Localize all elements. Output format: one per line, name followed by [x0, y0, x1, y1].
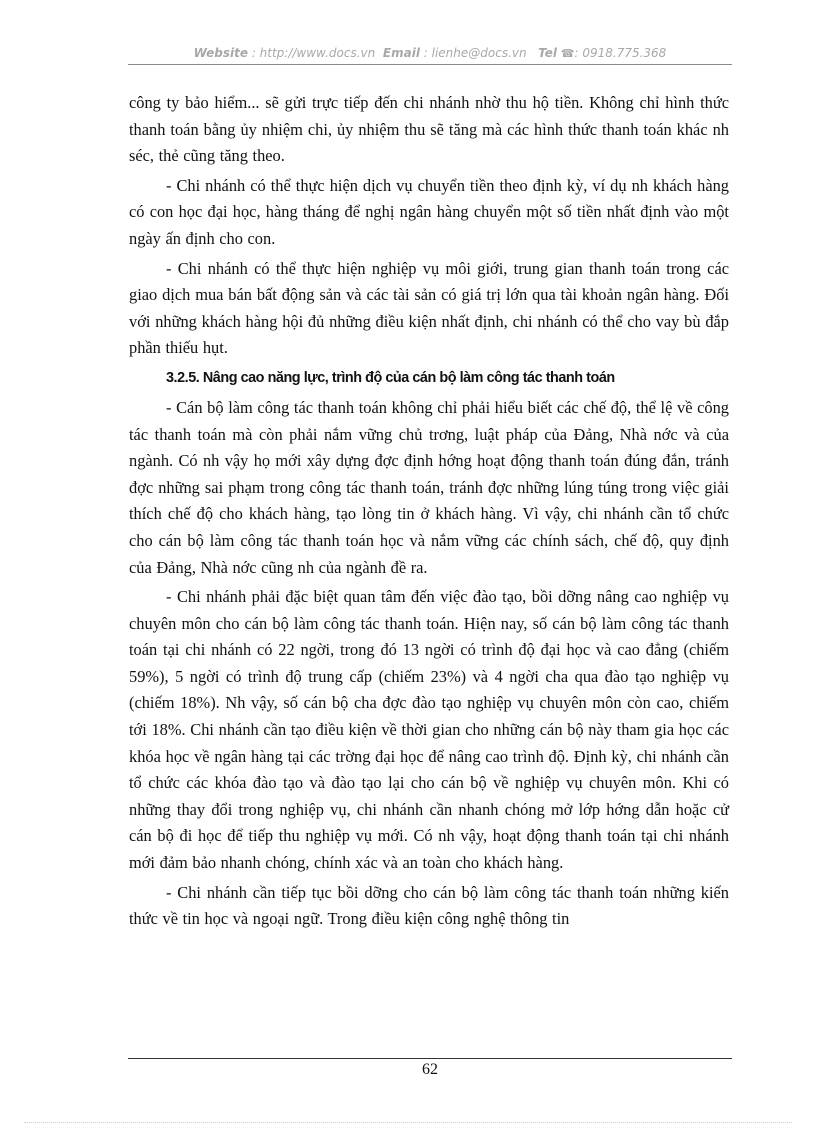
paragraph-it-language: - Chi nhánh cần tiếp tục bồi dỡng cho cán bộ làm công tác thanh toán những kiến thức về tin học và ngoại ngữ. Trong điều kiện công nghệ thông tin	[129, 882, 729, 929]
tel-value: : 0918.775.368	[574, 46, 667, 60]
paragraph-periodic-transfer: - Chi nhánh có thể thực hiện dịch vụ chuyển tiền theo định kỳ, ví dụ nh khách hàng có con học đại học, hàng tháng để nghị ngân hàng chuyển một số tiền nhất định vào một ngày ấn định cho con.	[129, 175, 729, 248]
phone-icon: ☎	[560, 47, 575, 60]
website-label: Website	[193, 46, 248, 60]
email-label: Email	[382, 46, 420, 60]
footer-rule	[128, 1058, 732, 1059]
tel-label: Tel	[538, 46, 557, 60]
email-value: : lienhe@docs.vn	[423, 46, 527, 60]
website-value: : http://www.docs.vn	[251, 46, 376, 60]
page-header	[128, 44, 732, 65]
paragraph-staff-training: - Chi nhánh phải đặc biệt quan tâm đến việc đào tạo, bồi dỡng nâng cao nghiệp vụ chuyên môn cho cán bộ làm công tác thanh toán. Hiện nay, số cán bộ làm công tác thanh toán tại chi nhánh có 22 ngời, trong đó 13 ngời có trình độ đại học và cao đẳng (chiếm 59%), 5 ngời có trình độ trung cấp (chiếm 23%) và 4 ngời cha qua đào tạo nghiệp vụ (chiếm 18%). Nh vậy, số cán bộ cha đợc đào tạo nghiệp vụ chuyên môn còn cao, chiếm tới 18%. Chi nhánh cần tạo điều kiện về thời gian cho những cán bộ này tham gia học các khóa học về ngân hàng tại các trờng đại học để nâng cao trình độ. Định kỳ, chi nhánh cần tổ chức các khóa đào tạo và đào tạo lại cho cán bộ về nghiệp vụ chuyên môn. Khi có những thay đổi trong nghiệp vụ, chi nhánh cần nhanh chóng mở lớp hớng dẫn hoặc cử cán bộ đi học để tiếp thu nghiệp vụ mới. Có nh vậy, hoạt động thanh toán tại chi nhánh mới đảm bảo nhanh chóng, chính xác và an toàn cho khách hàng.	[129, 587, 729, 873]
paragraph-staff-knowledge: - Cán bộ làm công tác thanh toán không chỉ phải hiểu biết các chế độ, thể lệ về công tác thanh toán mà còn phải nắm vững chủ trơng, luật pháp của Đảng, Nhà nớc và của ngành. Có nh vậy họ mới xây dựng đợc định hớng hoạt động thanh toán đúng đắn, tránh đợc những sai phạm trong công tác thanh toán, tránh đợc những lúng túng trong việc giải thích chế độ cho khách hàng, tạo lòng tin ở khách hàng. Vì vậy, chi nhánh cần tổ chức cho cán bộ làm công tác thanh toán học và nắm vững các chính sách, chế độ, quy định của Đảng, Nhà nớc cũng nh của ngành đề ra.	[129, 397, 729, 577]
section-heading: 3.2.5. Nâng cao năng lực, trình độ của cán bộ làm công tác thanh toán	[166, 369, 615, 386]
page-number: 62	[422, 1061, 438, 1078]
paragraph-brokerage: - Chi nhánh có thể thực hiện nghiệp vụ môi giới, trung gian thanh toán trong các giao dịch mua bán bất động sản và các tài sản có giá trị lớn qua tài khoản ngân hàng. Đối với những khách hàng hội đủ những điều kiện nhất định, chi nhánh có thể cho vay bù đắp phần thiếu hụt.	[129, 258, 729, 358]
paragraph-continuation: công ty bảo hiểm... sẽ gửi trực tiếp đến chi nhánh nhờ thu hộ tiền. Không chỉ hình thức thanh toán bằng ủy nhiệm chi, ủy nhiệm thu sẽ tăng mà các hình thức thanh toán khác nh séc, thẻ cũng tăng theo.	[129, 93, 729, 166]
page-body	[129, 90, 729, 936]
